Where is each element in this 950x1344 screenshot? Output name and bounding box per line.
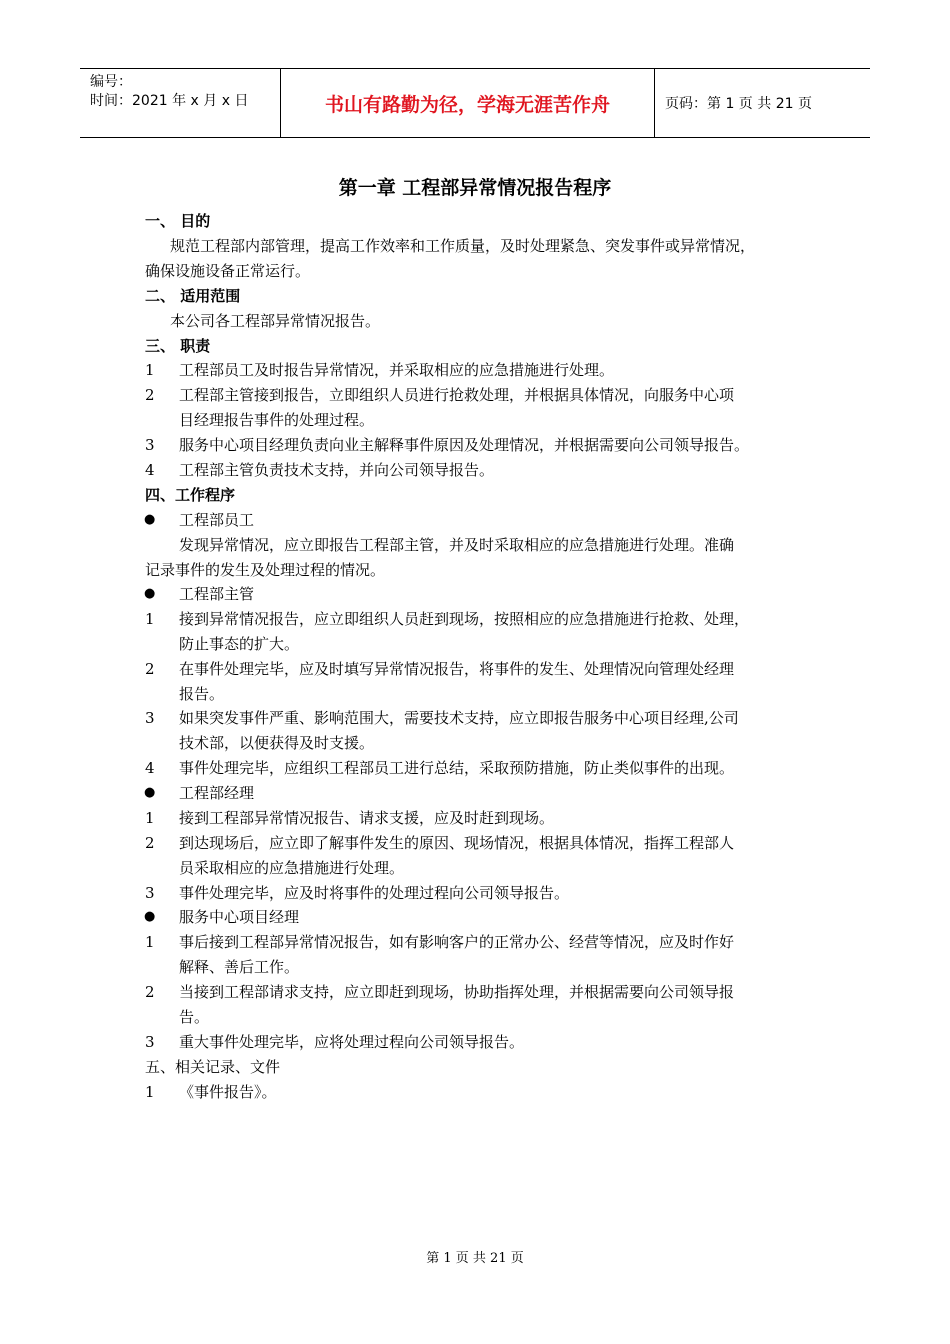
section-heading-records: 五、相关记录、文件 bbox=[145, 1058, 281, 1076]
list-item: 接到工程部异常情况报告、请求支援，应及时赶到现场。 bbox=[179, 809, 555, 827]
list-item-continued: 报告。 bbox=[179, 685, 225, 703]
list-number: 3 bbox=[145, 436, 155, 454]
list-item: 到达现场后，应立即了解事件发生的原因、现场情况，根据具体情况，指挥工程部人 bbox=[179, 834, 735, 852]
list-item: 事件处理完毕，应及时将事件的处理过程向公司领导报告。 bbox=[179, 884, 570, 902]
section-heading-purpose: 一、 目的 bbox=[145, 212, 211, 230]
list-item-continued: 防止事态的扩大。 bbox=[179, 635, 300, 653]
list-item: 服务中心项目经理负责向业主解释事件原因及处理情况，并根据需要向公司领导报告。 bbox=[179, 436, 750, 454]
list-item: 工程部主管负责技术支持，并向公司领导报告。 bbox=[179, 461, 495, 479]
bullet-icon: ● bbox=[144, 909, 156, 924]
list-number: 4 bbox=[145, 759, 155, 777]
list-number: 3 bbox=[145, 884, 155, 902]
list-number: 2 bbox=[145, 386, 155, 404]
list-item: 工程部员工及时报告异常情况，并采取相应的应急措施进行处理。 bbox=[179, 361, 615, 379]
section-heading-scope: 二、 适用范围 bbox=[145, 287, 241, 305]
role-label-supervisor: 工程部主管 bbox=[179, 585, 255, 603]
list-number: 2 bbox=[145, 834, 155, 852]
list-item: 重大事件处理完毕，应将处理过程向公司领导报告。 bbox=[179, 1033, 525, 1051]
list-item: 事件处理完毕，应组织工程部员工进行总结，采取预防措施，防止类似事件的出现。 bbox=[179, 759, 735, 777]
list-number: 1 bbox=[145, 361, 155, 379]
header-page-info: 页码：第 1 页 共 21 页 bbox=[665, 96, 812, 112]
list-item: 《事件报告》。 bbox=[179, 1083, 277, 1101]
list-number: 4 bbox=[145, 461, 155, 479]
bullet-icon: ● bbox=[144, 512, 156, 527]
paragraph-line: 本公司各工程部异常情况报告。 bbox=[170, 312, 381, 330]
list-item-continued: 解释、善后工作。 bbox=[179, 958, 300, 976]
list-item-continued: 告。 bbox=[179, 1008, 210, 1026]
header-left-cell bbox=[80, 69, 281, 137]
list-number: 1 bbox=[145, 809, 155, 827]
page-footer: 第 1 页 共 21 页 bbox=[426, 1251, 524, 1266]
bullet-icon: ● bbox=[144, 785, 156, 800]
role-label-manager: 工程部经理 bbox=[179, 784, 255, 802]
list-item: 工程部主管接到报告，立即组织人员进行抢救处理，并根据具体情况，向服务中心项 bbox=[179, 386, 735, 404]
list-item-continued: 技术部，以便获得及时支援。 bbox=[179, 734, 375, 752]
list-item: 接到异常情况报告，应立即组织人员赶到现场，按照相应的应急措施进行抢救、处理， bbox=[179, 610, 750, 628]
list-number: 3 bbox=[145, 1033, 155, 1051]
list-item: 事后接到工程部异常情况报告，如有影响客户的正常办公、经营等情况，应及时作好 bbox=[179, 933, 735, 951]
bullet-icon: ● bbox=[144, 586, 156, 601]
paragraph-line: 记录事件的发生及处理过程的情况。 bbox=[145, 561, 386, 579]
list-number: 3 bbox=[145, 709, 155, 727]
paragraph-line: 规范工程部内部管理，提高工作效率和工作质量，及时处理紧急、突发事件或异常情况， bbox=[170, 237, 756, 255]
list-number: 1 bbox=[145, 1083, 155, 1101]
time-label: 时间：2021 年 x 月 x 日 bbox=[90, 93, 249, 109]
role-label-staff: 工程部员工 bbox=[179, 511, 255, 529]
list-item-continued: 员采取相应的应急措施进行处理。 bbox=[179, 859, 405, 877]
paragraph-line: 确保设施设备正常运行。 bbox=[145, 262, 311, 280]
list-item: 在事件处理完毕，应及时填写异常情况报告，将事件的发生、处理情况向管理处经理 bbox=[179, 660, 735, 678]
list-number: 2 bbox=[145, 983, 155, 1001]
document-header bbox=[80, 68, 870, 138]
chapter-title: 第一章 工程部异常情况报告程序 bbox=[338, 177, 612, 199]
list-number: 1 bbox=[145, 610, 155, 628]
list-item: 如果突发事件严重、影响范围大，需要技术支持，应立即报告服务中心项目经理,公司 bbox=[179, 709, 739, 727]
number-label: 编号： bbox=[90, 74, 132, 90]
section-heading-responsibilities: 三、 职责 bbox=[145, 337, 211, 355]
role-label-project-manager: 服务中心项目经理 bbox=[179, 908, 300, 926]
list-number: 2 bbox=[145, 660, 155, 678]
section-heading-procedure: 四、工作程序 bbox=[145, 486, 236, 504]
list-item-continued: 目经理报告事件的处理过程。 bbox=[179, 411, 375, 429]
list-item: 当接到工程部请求支持，应立即赶到现场，协助指挥处理，并根据需要向公司领导报 bbox=[179, 983, 735, 1001]
header-motto: 书山有路勤为径，学海无涯苦作舟 bbox=[281, 69, 655, 137]
paragraph-line: 发现异常情况，应立即报告工程部主管，并及时采取相应的应急措施进行处理。准确 bbox=[179, 536, 735, 554]
list-number: 1 bbox=[145, 933, 155, 951]
